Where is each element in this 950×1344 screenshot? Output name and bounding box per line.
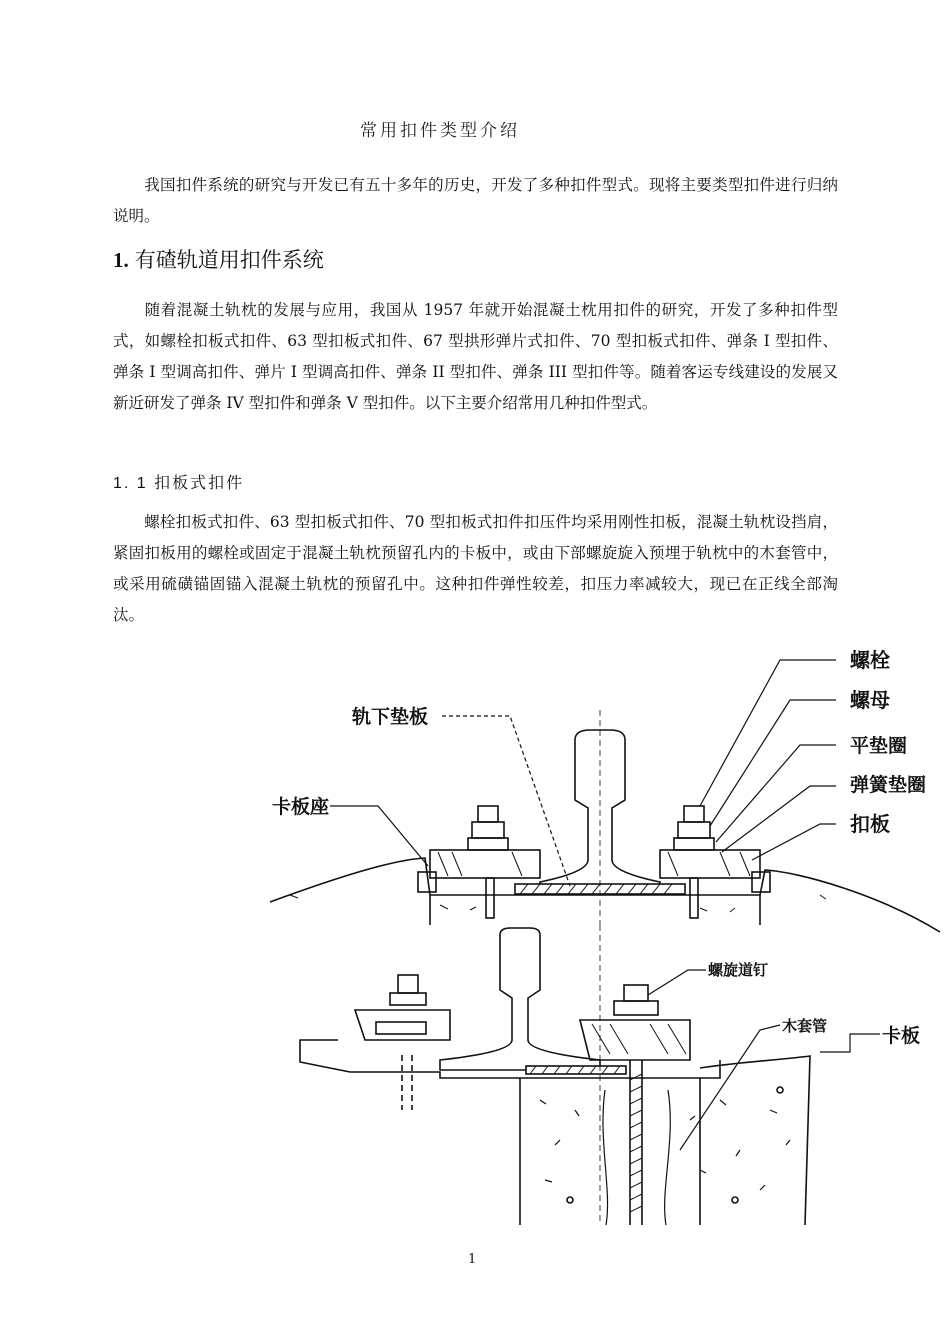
label-spring-washer: 弹簧垫圈 — [850, 774, 927, 796]
figure-labels — [272, 648, 926, 1047]
section-text: 随着混凝土轨枕的发展与应用，我国从 1957 年就开始混凝土枕用扣件的研究，开发了多种扣件型式，如螺栓扣板式扣件、63 型扣板式扣件、67 型拱形弹片式扣件、70 型扣板式扣件、弹条 I 型扣件、弹条 I 型调高扣件、弹片 I 型调高扣件、弹条 II 型扣件、弹条 III 型扣件等。随着客运专线建设的发展又新近研发了弹条 IV 型扣件和弹条 V 型扣件。以下主要介绍常用几种扣件型式。 — [113, 301, 838, 412]
subsection-title: 扣板式扣件 — [154, 475, 245, 492]
subsection-text: 螺栓扣板式扣件、63 型扣板式扣件、70 型扣板式扣件扣压件均采用刚性扣板，混凝土轨枕设挡肩，紧固扣板用的螺栓或固定于混凝土轨枕预留孔内的卡板中，或由下部螺旋旋入预埋于轨枕中的木套管中，或采用硫磺锚固锚入混凝土轨枕的预留孔中。这种扣件弹性较差，扣压力率减较大，现已在正线全部淘汰。 — [113, 513, 838, 624]
label-wood-sleeve: 木套管 — [782, 1017, 828, 1035]
label-nut: 螺母 — [850, 688, 890, 712]
document-title: 常用扣件类型介绍 — [360, 121, 520, 141]
label-screw-spike: 螺旋道钉 — [708, 961, 769, 979]
label-bolt: 螺栓 — [850, 648, 890, 672]
section-title: 有碴轨道用扣件系统 — [134, 248, 324, 272]
label-plate-seat: 卡板座 — [272, 796, 330, 818]
label-rail-pad: 轨下垫板 — [352, 706, 429, 728]
subsection-number: 1. 1 — [113, 475, 148, 492]
label-flat-washer: 平垫圈 — [850, 735, 908, 757]
intro-text: 我国扣件系统的研究与开发已有五十多年的历史，开发了多种扣件型式。现将主要类型扣件进行归纳说明。 — [113, 176, 838, 225]
page-number: 1 — [468, 1252, 477, 1267]
upper-drawing — [270, 710, 940, 932]
label-clip-plate: 卡板 — [882, 1025, 921, 1047]
label-clamp-plate: 扣板 — [850, 812, 890, 836]
section-number: 1. — [113, 248, 129, 272]
